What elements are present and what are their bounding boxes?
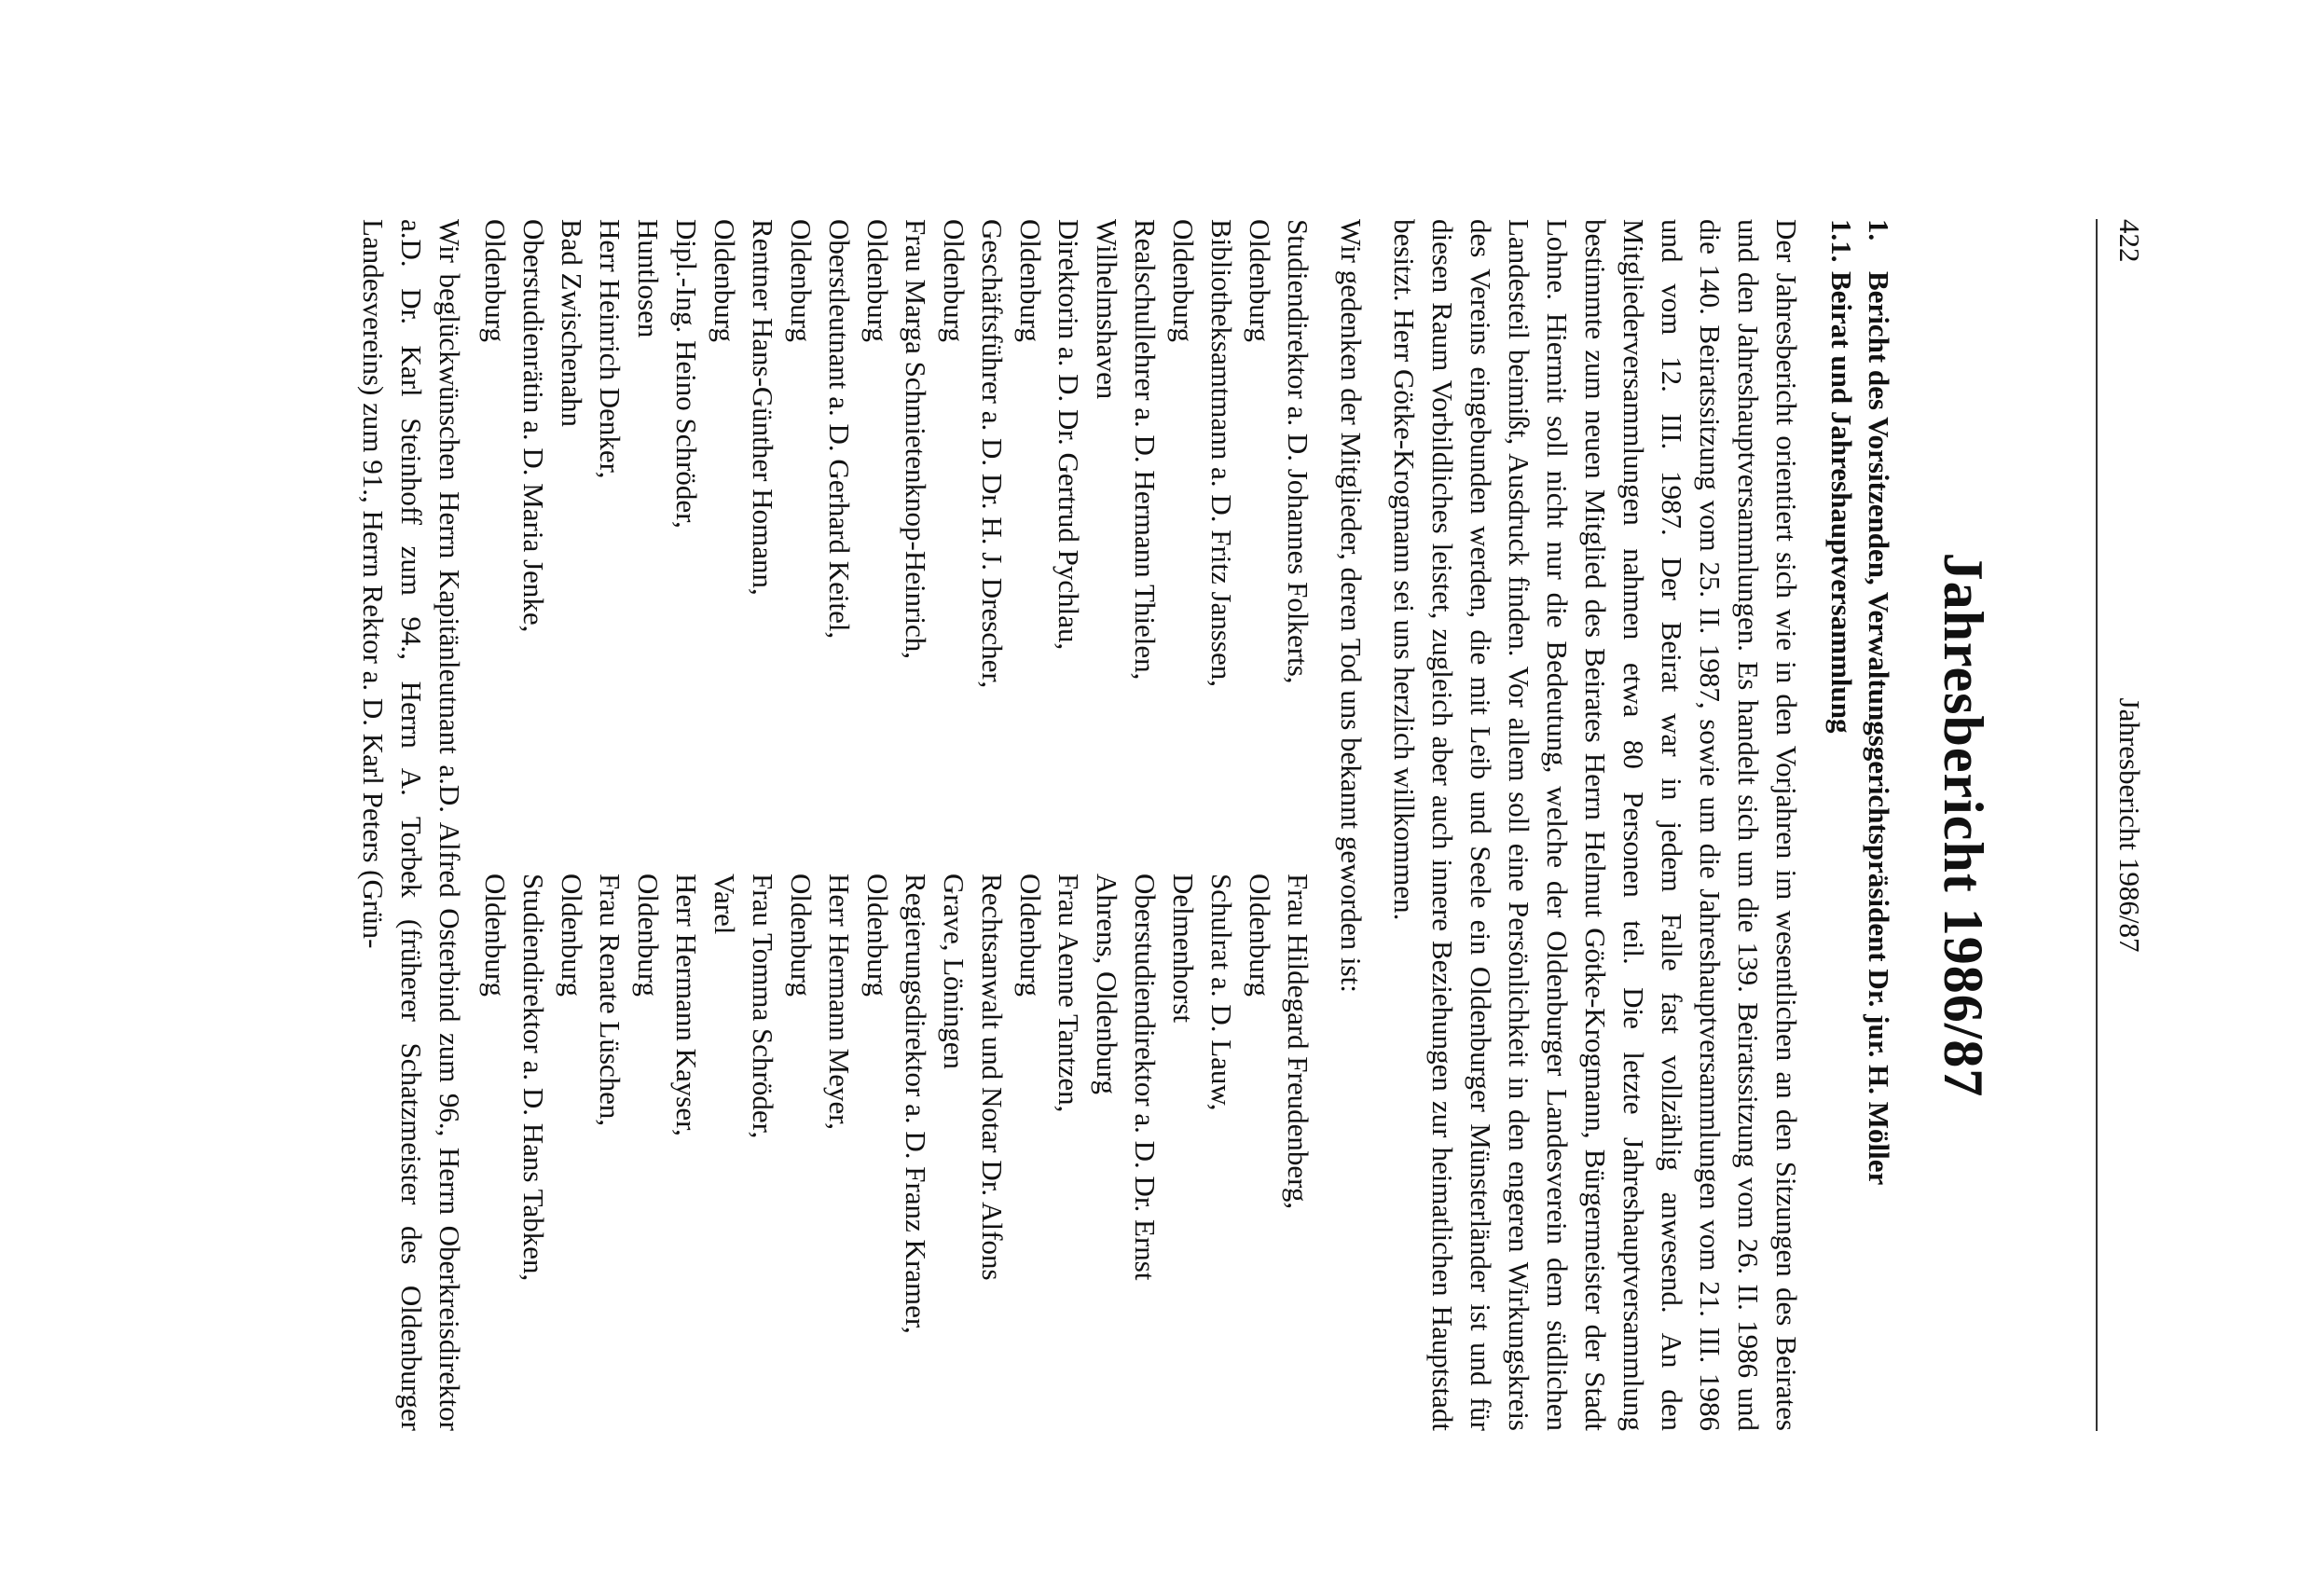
member-entry bbox=[1164, 219, 1241, 874]
member-name: Studiendirektor a. D. Hans Tabken, bbox=[517, 874, 550, 1282]
member-location: Oldenburg bbox=[709, 219, 741, 343]
member-location: Delmenhorst bbox=[1167, 874, 1200, 1024]
member-entry bbox=[859, 874, 935, 1431]
member-location: Wilhelmshaven bbox=[1091, 219, 1123, 400]
subsection-number: 1.1. bbox=[1825, 219, 1858, 263]
member-name: Direktorin a. D. Dr. Gertrud Pychlau, bbox=[1053, 219, 1085, 651]
member-name: Oberstudiendirektor a. D. Dr. Ernst bbox=[1129, 874, 1162, 1281]
page-header bbox=[2107, 219, 2154, 1431]
member-entry bbox=[1241, 874, 1317, 1431]
member-entry bbox=[629, 874, 706, 1431]
member-name: Realschullehrer a. D. Hermann Thielen, bbox=[1129, 219, 1162, 681]
member-entry bbox=[553, 874, 629, 1431]
member-entry bbox=[476, 219, 553, 874]
member-name: Schulrat a. D. Lauw, bbox=[1205, 874, 1238, 1111]
member-entry bbox=[1012, 874, 1088, 1431]
paragraph-intro: Der Jahresbericht orientiert sich wie in den Vorjahren im wesentlichen an den Sitzungen des Beirates und den Jahreshauptversammlungen. Es handelt sich um die 139. Beiratssitzung vom 26. II. 1986 und die 140. Beiratssitzung vom 25. II. 1987, sowie um die Jahreshauptversammlungen vom 21. III. 1986 und vom 12. III. 1987. Der Beirat war in jedem Falle fast vollzählig anwesend. An den Mitgliederversammlungen nahmen etwa 80 Personen teil. Die letzte Jahreshauptversammlung bestimmte zum neuen Mitglied des Beirates Herrn Helmut Götke-Krogmann, Bürgermeister der Stadt Lohne. Hiermit soll nicht nur die Bedeutung, welche der Oldenburger Landesverein dem südlichen Landesteil beimißt, Ausdruck finden. Vor allem soll eine Persönlichkeit in den engeren Wirkungskreis des Vereins eingebunden werden, die mit Leib und Seele ein Oldenburger Münsterländer ist und für diesen Raum Vorbildliches leistet, zugleich aber auch innere Beziehungen zur heimatlichen Hauptstadt besitzt. Herr Götke-Krogmann sei uns herzlich willkommen. bbox=[1388, 219, 1803, 1431]
member-location: Oldenburg bbox=[479, 874, 512, 998]
member-location: Oldenburg bbox=[1244, 874, 1276, 998]
member-name: Studiendirektor a. D. Johannes Folkerts, bbox=[1282, 219, 1314, 684]
page-content bbox=[339, 219, 2079, 1431]
member-location: Oldenburg bbox=[1167, 219, 1200, 343]
member-location: Oldenburg bbox=[479, 219, 512, 343]
member-entry bbox=[1164, 874, 1241, 1431]
member-name: Frau Hildegard Freudenberg, bbox=[1282, 874, 1314, 1210]
document-page bbox=[270, 163, 2154, 1431]
member-location: Oldenburg bbox=[785, 874, 818, 998]
section-heading-text: Bericht des Vorsitzenden, Verwaltungsgerichtspräsident Dr. jur. H. Möller bbox=[1863, 271, 1895, 1186]
member-entry bbox=[782, 874, 859, 1431]
member-location: Oldenburg bbox=[1014, 874, 1047, 998]
member-location: Oldenburg bbox=[861, 874, 894, 998]
member-location: Varel bbox=[709, 874, 741, 935]
member-entry bbox=[935, 874, 1012, 1431]
member-entry bbox=[706, 874, 782, 1431]
member-location: Bad Zwischenahn bbox=[556, 219, 588, 427]
member-location: Oldenburg bbox=[1014, 219, 1047, 343]
subsection-heading-text: Beirat und Jahreshauptversammlung bbox=[1825, 271, 1858, 734]
member-entry bbox=[553, 219, 629, 874]
member-location: Oldenburg bbox=[1244, 219, 1276, 343]
subsection-heading bbox=[1823, 219, 1860, 1431]
member-name: Bibliotheksamtmann a. D. Fritz Janssen, bbox=[1205, 219, 1238, 687]
paragraph-obituary-intro: Wir gedenken der Mitglieder, deren Tod uns bekannt geworden ist: bbox=[1335, 219, 1368, 993]
member-location: Oldenburg bbox=[785, 219, 818, 343]
member-name: Herr Hermann Kayser, bbox=[670, 874, 703, 1136]
member-name: Regierungsdirektor a. D. Franz Kramer, bbox=[900, 874, 932, 1334]
member-name: Frau Tomma Schröder, bbox=[747, 874, 779, 1139]
member-location: Ahrens, Oldenburg bbox=[1091, 874, 1123, 1095]
member-name: Herr Heinrich Denker, bbox=[594, 219, 626, 479]
section-number: 1. bbox=[1863, 219, 1895, 241]
member-entry bbox=[935, 219, 1012, 874]
member-name: Rentner Hans-Günther Homann, bbox=[747, 219, 779, 596]
member-name: Frau Renate Lüschen, bbox=[594, 874, 626, 1127]
member-entry bbox=[1088, 219, 1164, 874]
member-location: Oldenburg bbox=[632, 874, 665, 998]
member-entry bbox=[476, 874, 553, 1431]
member-name: Frau Aenne Tantzen, bbox=[1053, 874, 1085, 1113]
member-entry bbox=[1088, 874, 1164, 1431]
header-rule bbox=[2096, 219, 2098, 1431]
member-entry bbox=[706, 219, 782, 874]
paragraph-congratulations: Wir beglückwünschen Herrn Kapitänleutnant a.D. Alfred Osterbind zum 96., Herrn Oberkreisdirektor a.D. Dr. Karl Steinhoff zum 94., Herrn A. Torbek (früherer Schatzmeister des Oldenburger Landesvereins) zum 91., Herrn Rektor a. D. Karl Peters (Grün- bbox=[357, 219, 466, 1431]
member-entry bbox=[629, 219, 706, 874]
member-entry bbox=[859, 219, 935, 874]
member-name: Rechtsanwalt und Notar Dr. Alfons bbox=[976, 874, 1009, 1281]
member-name: Dipl.-Ing. Heino Schröder, bbox=[670, 219, 703, 529]
member-name: Geschäftsführer a. D. Dr. H. J. Drescher, bbox=[976, 219, 1009, 689]
member-name: Oberstleutnant a. D. Gerhard Keitel, bbox=[823, 219, 856, 640]
member-location: Huntlosen bbox=[632, 219, 665, 338]
running-title: Jahresbericht 1986/87 bbox=[2113, 697, 2146, 953]
page-title: Jahresbericht 1986/87 bbox=[1933, 552, 1994, 1098]
member-name: Frau Marga Schmietenknop-Heinrich, bbox=[900, 219, 932, 660]
member-name: Herr Hermann Meyer, bbox=[823, 874, 856, 1131]
member-list bbox=[476, 219, 1317, 1431]
member-name: Oberstudienrätin a. D. Maria Jenke, bbox=[517, 219, 550, 633]
page-number: 422 bbox=[2113, 219, 2146, 263]
member-entry bbox=[1012, 219, 1088, 874]
member-location: Grave, Löningen bbox=[938, 874, 970, 1070]
member-location: Oldenburg bbox=[556, 874, 588, 998]
section-heading bbox=[1860, 219, 1897, 1431]
member-entry bbox=[1241, 219, 1317, 874]
member-location: Oldenburg bbox=[861, 219, 894, 343]
member-location: Oldenburg bbox=[938, 219, 970, 343]
member-entry bbox=[782, 219, 859, 874]
